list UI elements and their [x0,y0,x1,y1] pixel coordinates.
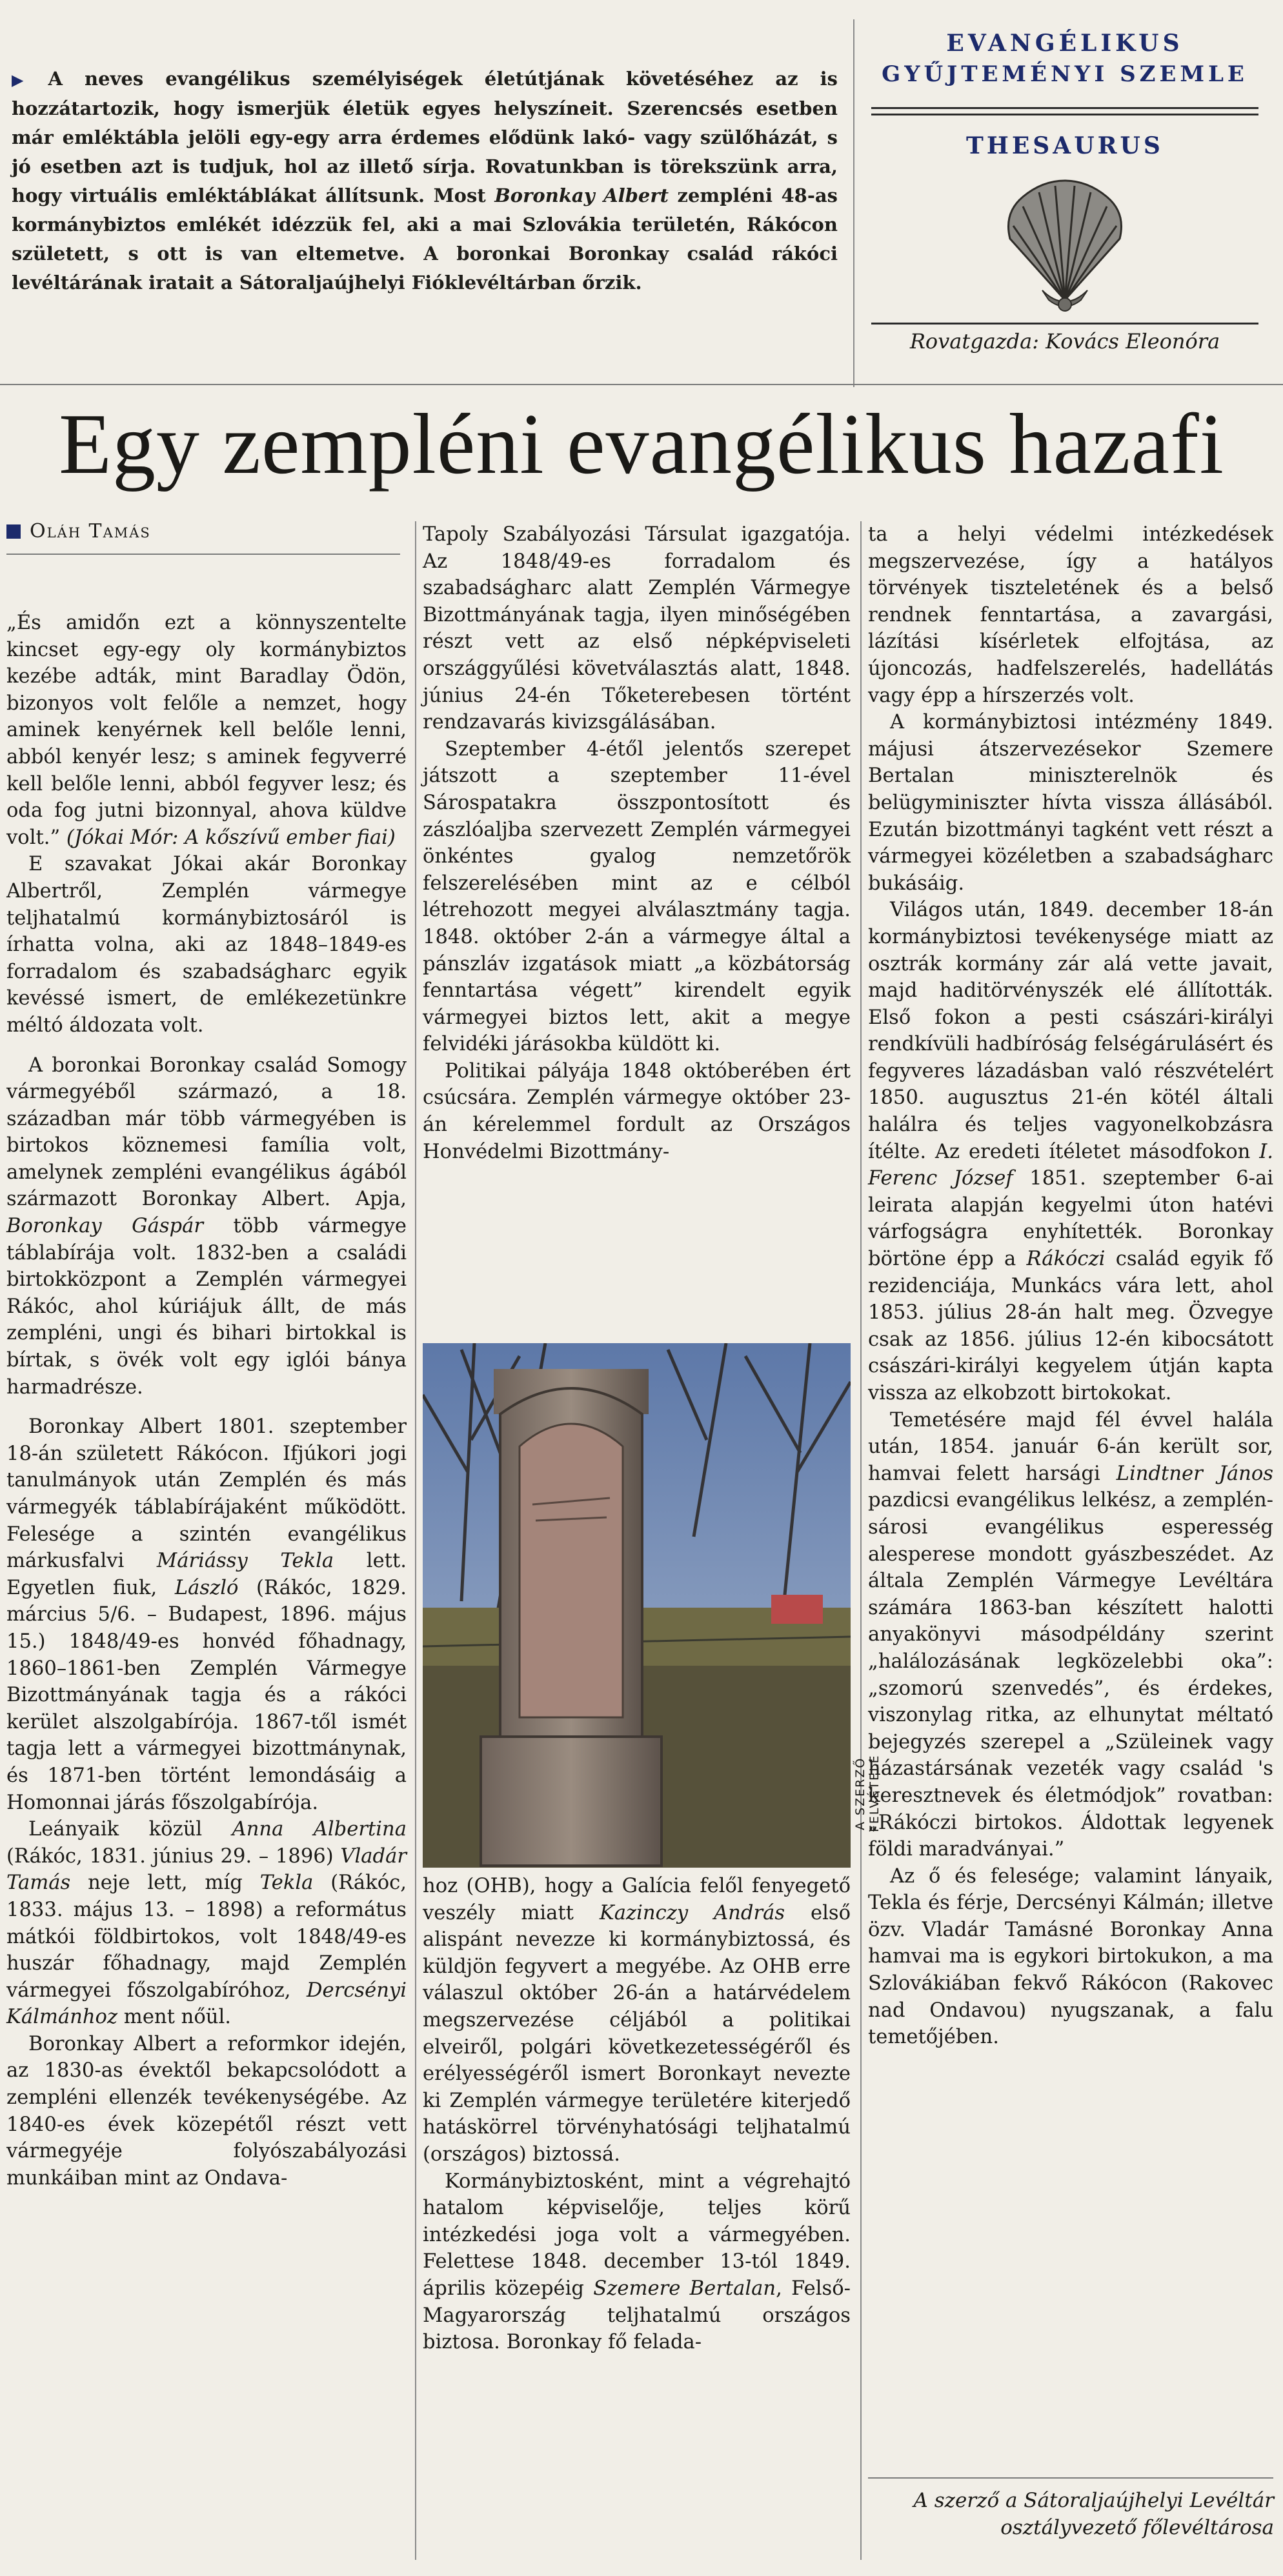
paragraph: Az ő és felesége; valamint lányaik, Tekla és férje, Dercsényi Kálmán; illetve özv. Vladár Tamásné Boronkay Anna hamvai ma is egykori birtokukon, a ma Szlovákiában fekvő Rákócon (Rakovec nad Ondavou) nyugszanak, a falu temetőjében. [868,1864,1273,2049]
paragraph: Kormánybiztosként, mint a végrehajtó hatalom képviselője, teljes körű intézkedési joga volt a vármegyében. Felettese 1848. december 13-tól 1849. április közepéig Szemere Bertalan, Felső-Magyarország teljhatalmú országos biztosa. Boronkay fő felada- [423,2170,851,2354]
article-column-3 [868,521,1273,2051]
scallop-shell-icon [984,161,1146,323]
paragraph: Szeptember 4-étől jelentős szerepet játszott a szeptember 11-ével Sárospatakra összpontosított és zászlóaljba szervezett Zemplén vármegyei önkéntes gyalog nemzetőrök felszerelésében mint az e célból létrehozott megyei alválasztmány tagja. 1848. október 2-án a vármegye által a pánszláv izgatások miatt „a közbátorság fenntartása végett” kirendelt egyik vármegyei biztos lett, akit a megye felvidéki járásokba küldött ki. [423,737,851,1056]
footnote-rule [868,2477,1273,2479]
sidebar-rule-bottom [871,323,1258,324]
paragraph: Politikai pályája 1848 októberében ért csúcsára. Zemplén vármegye október 23-án kérelemmel fordult az Országos Honvédelmi Bizottmány- [423,1059,851,1163]
gravestone-photo [423,1343,851,1868]
author-square-icon [6,524,21,539]
sidebar-rule-mid [871,114,1258,115]
paragraph: Tapoly Szabályozási Társulat igazgatója. Az 1848/49-es forradalom és szabadságharc alatt Zemplén Vármegye Bizottmányának tagja, ilyen minőségében részt vett az első népképviseleti országgyűlési követválasztás alatt, 1848. június 24-én Tőketerebesen történt rendzavarás kivizsgálásában. [423,523,851,734]
section-name: THESAURUS [966,132,1164,159]
article-column-1 [6,610,407,2192]
intro-lead: ▶ A neves evangélikus személyiségek életútjának követéséhez az is hozzátartozik, hogy ismerjük életük egyes helyszíneit. Szerencsés esetben már emléktábla jelöli egy-egy arra érdemes elődünk lakó- vagy szülőházát, s jó esetben azt is tudjuk, hol az illető sírja. Rovatunkban is törekszünk arra, hogy virtuális emléktáblákat állítsunk. Most Boronkay Albert zempléni 48-as kormánybiztos emlékét idézzük fel, aki a mai Szlovákia területén, Rákócon született, s ott is van eltemetve. A boronkai Boronkay család rákóci levéltárának iratait a Sátoraljaújhelyi Fióklevéltárban őrzik. [12,68,838,294]
paragraph: Temetésére majd fél évvel halála után, 1854. január 6-án került sor, hamvai felett harsági Lindtner János pazdicsi evangélikus lelkész, a zemplén-sárosi evangélikus esperesség alesperese mondott gyászbeszédet. Az általa Zemplén Vármegye Levéltára számára 1863-ban készített halotti anyakönyvi másodpéldány szerint „halálozásának legközelebbi oka”: „szomorú szenvedés”, és érdekes, viszonylag ritka, az elhunytat méltató bejegyzés szerepel a „Szüleinek vagy házastársának vezeték vagy család 's keresztnevek és életmódjok” rovatban: „Rákóczi birtokos. Áldottak legyenek földi maradványai.” [868,1408,1273,1861]
article-headline: Egy zempléni evangélikus hazafi [59,396,1224,492]
series-title-line1: EVANGÉLIKUS [946,30,1184,57]
paragraph: ta a helyi védelmi intézkedések megszervezése, így a hatályos törvények tiszteletének és a belső rendnek fenntartása, a zavargási, lázítási kísérletek elfojtása, az újoncozás, hadfelszerelés, hadellátás vagy épp a hírszerzés volt. [868,523,1273,707]
author-rule [6,554,400,555]
sidebar-divider [853,19,854,387]
paragraph: Boronkay Albert 1801. szeptember 18-án született Rákócon. Ifjúkori jogi tanulmányok után Zemplén és más vármegyék táblabírájaként működött. Felesége a szintén evangélikus márkusfalvi Máriássy Tekla lett. Egyetlen fiuk, László (Rákóc, 1829. március 5/6. – Budapest, 1896. május 15.) 1848/49-es honvéd főhadnagy, 1860–1861-ben Zemplén Vármegye Bizottmányának tagja és a rákóci kerület alszolgabírója. 1867-től ismét tagja lett a vármegyei bizottmánynak, és 1871-ben történt lemondásáig a Homonnai járás főszolgabírója. [6,1415,407,1814]
section-editor: Rovatgazda: Kovács Eleonóra [909,329,1220,354]
author-footnote: A szerző a Sátoraljaújhelyi Levéltár osztályvezető főlevéltárosa [913,2489,1274,2539]
article-column-2-top [423,521,851,1165]
column-divider-1 [415,521,416,2560]
paragraph: E szavakat Jókai akár Boronkay Albertről, Zemplén vármegye teljhatalmú kormánybiztosáról is írhatta volna, aki az 1848–1849-es forradalom és szabadságharc egyik kevéssé ismert, de emlékezetünkre méltó áldozata volt. [6,853,407,1037]
photo-credit: A SZERZŐ FELVÉTELE [853,1754,882,1833]
sidebar-rule-top [871,107,1258,109]
article-column-2-bottom [423,1873,851,2356]
paragraph: hoz (OHB), hogy a Galícia felől fenyegető veszély miatt Kazinczy András első alispánt nevezze ki kormánybiztossá, és küldjön fegyvert a megyébe. Az OHB erre válaszul október 26-án a határvédelem megszervezése céljából a politikai elveiről, polgári következetességéről és erélyességéről ismert Boronkayt nevezte ki Zemplén vármegye területére kiterjedő hatáskörrel törvényhatósági teljhatalmú (országos) biztossá. [423,1875,851,2166]
series-title-line2: GYŰJTEMÉNYI SZEMLE [882,61,1248,87]
paragraph: A kormánybiztosi intézmény 1849. májusi átszervezésekor Szemere Bertalan miniszterelnök és belügyminiszter hívta vissza állásából. Ezután bizottmányi tagként vett részt a vármegyei közéletben a szabadságharc bukásáig. [868,711,1273,895]
paragraph: Világos után, 1849. december 18-án kormánybiztosi tevékenysége miatt az osztrák kormány zár alá vette javait, majd haditörvényszék elé állították. Első fokon a pesti császári-királyi rendkívüli hadbíróság felségárulásért és fegyveres lázadásban való részvételért 1850. augusztus 21-én kötél általi halálra és teljes vagyonelkobzásra ítélte. Az eredeti ítéletet másodfokon I. Ferenc József 1851. szeptember 6-ai leirata alapján kegyelmi úton hatévi várfogságra enyhítették. Boronkay börtöne épp a Rákóczi család egyik fő rezidenciája, Munkács vára lett, ahol 1853. július 28-án halt meg. Özvegye csak az 1856. július 12-én kibocsátott császári-királyi kegyelem útján kapta vissza az elkobzott birtokokat. [868,899,1273,1404]
paragraph: Leányaik közül Anna Albertina (Rákóc, 1831. június 29. – 1896) Vladár Tamás neje lett, míg Tekla (Rákóc, 1833. május 13. – 1898) a református mátkói földbirtokos, volt 1848/49-es huszár főhadnagy, majd Zemplén vármegyei főszolgabíróhoz, Dercsényi Kálmánhoz ment nőül. [6,1818,407,2029]
triangle-bullet-icon: ▶ [12,70,39,89]
paragraph: A boronkai Boronkay család Somogy vármegyéből származó, a 18. században már több vármegyében is birtokos köznemesi família volt, amelynek zempléni evangélikus ágából származott Boronkay Albert. Apja, Boronkay Gáspár több vármegye táblabírája volt. 1832-ben a családi birtokközpont a Zemplén vármegyei Rákóc, ahol kúriájuk állt, de más zempléni, ungi és bihari birtokkal is bírtak, s övék volt egy iglói bánya harmadrésze. [6,1053,407,1399]
column-divider-2 [860,521,862,2560]
header-rule [0,384,1283,385]
opening-quote: „És amidőn ezt a könnyszentelte kincset egy-egy oly kormánybiztos kezébe adták, mint Baradlay Ödön, bizonyos volt felőle a nemzet, hogy aminek kenyérnek kell belőle lenni, abból kenyér lesz; s aminek fegyverré kell belőle lenni, abból fegyver lesz; és oda fog jutni bizonnyal, ahova küldve volt.” (Jókai Mór: A kőszívű ember fiai) [6,612,407,849]
article-author: Oláh Tamás [6,520,394,543]
paragraph: Boronkay Albert a reformkor idején, az 1830-as évektől bekapcsolódott a zempléni ellenzék tevékenységébe. Az 1840-es évek közepétől részt vett vármegyéje folyószabályozási munkáiban mint az Ondava- [6,2032,407,2190]
